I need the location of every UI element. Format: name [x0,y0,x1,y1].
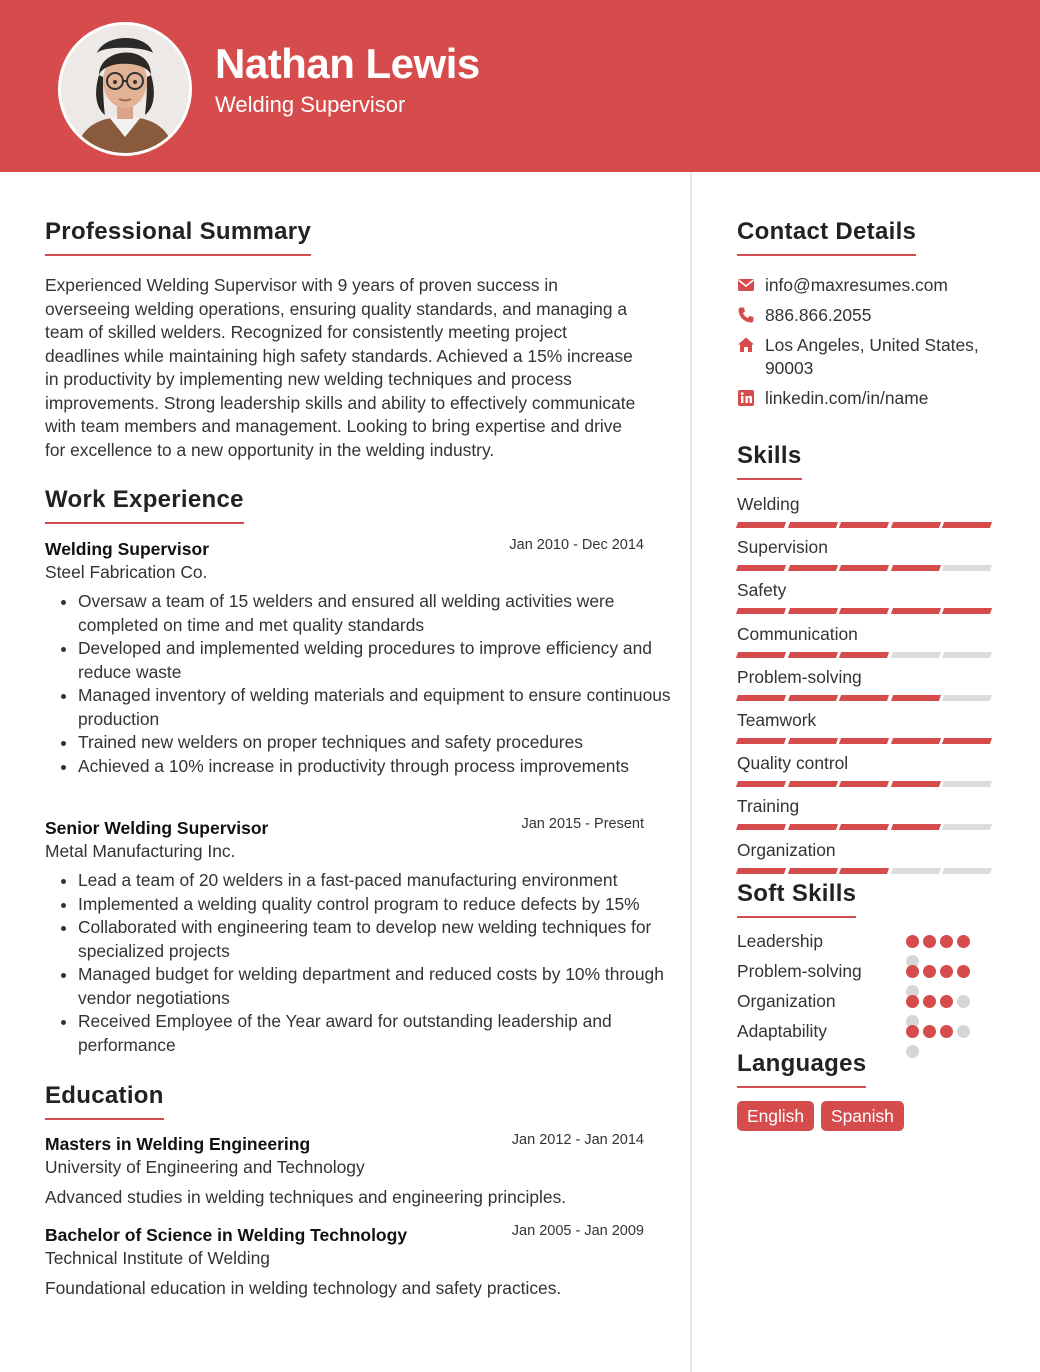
skill-segment-empty [891,652,941,658]
skill-segment-filled [839,824,889,830]
skill-label: Organization [737,839,836,860]
job-bullet: • Lead a team of 20 welders in a fast-paced manufacturing environment [78,869,688,893]
skill-segment-empty [942,565,992,571]
rating-dot-filled [940,1025,953,1038]
skill-segment-filled [736,824,786,830]
degree-title: Masters in Welding Engineering [45,1134,311,1154]
education-date: Jan 2012 - Jan 2014 [511,1132,644,1148]
linkedin-text[interactable]: linkedin.com/in/name [765,388,929,408]
degree-title: Bachelor of Science in Welding Technology [45,1225,408,1245]
skill-segment-empty [942,695,992,701]
section-heading-summary: Professional Summary [45,218,311,256]
soft-skill-label: Organization [737,991,836,1011]
education-description: Advanced studies in welding techniques and engineering principles. [45,1187,567,1207]
summary-text: Experienced Welding Supervisor with 9 years of proven success in overseeing welding operations, ensuring quality standards, and managing a team of skilled welders. Recognized for consistently meeting project deadlines while maintaining high safety standards. Achieved a 15% increase in productivity by implementing new welding techniques and process improvements. Strong leadership skills and ability to effectively communicate with team members and management. Looking to bring expertise and drive for excellence to a new opportunity in the welding industry. [45,275,636,460]
skill-segment-filled [788,652,838,658]
skill-label: Communication [737,623,858,644]
skill-label: Quality control [737,753,849,774]
skill-segment-filled [891,695,941,701]
skill-segment-filled [788,824,838,830]
skill-segment-filled [839,738,889,744]
skill-level-bar [737,608,993,614]
skill-segment-filled [839,608,889,614]
rating-dot-empty [957,1025,970,1038]
linkedin-icon [737,389,755,407]
address-text: Los Angeles, United States, 90003 [765,335,979,378]
skill-segment-empty [942,781,992,787]
language-badge: English [737,1101,814,1131]
job-date: Jan 2010 - Dec 2014 [509,537,644,553]
soft-skill-label: Adaptability [737,1021,827,1041]
rating-dot-filled [906,935,919,948]
skill-segment-empty [942,868,992,874]
phone-text: 886.866.2055 [765,305,872,325]
skill-level-bar [737,868,993,874]
rating-dot-filled [906,1025,919,1038]
section-heading-soft-skills: Soft Skills [737,880,856,918]
rating-dot-filled [957,965,970,978]
job-bullet: • Collaborated with engineering team to develop new welding techniques for specialized projects [78,916,688,963]
rating-dot-filled [940,965,953,978]
column-divider [690,172,692,1372]
skill-segment-filled [942,522,992,528]
rating-dot-filled [906,965,919,978]
skill-label: Welding [737,494,800,514]
skill-level-bar [737,522,993,528]
job-bullet: • Achieved a 10% increase in productivity through process improvements [78,755,688,779]
job-title: Welding Supervisor [45,539,210,559]
skill-segment-filled [736,522,786,528]
school-name: Technical Institute of Welding [45,1248,270,1268]
skill-segment-filled [891,565,941,571]
skill-level-bar [737,781,993,787]
job-bullet: • Managed budget for welding department and reduced costs by 10% through vendor negotiations [78,963,688,1010]
job-bullet: • Managed inventory of welding materials and equipment to ensure continuous production [78,684,688,731]
job-bullet: • Received Employee of the Year award for outstanding leadership and performance [78,1010,688,1057]
rating-dot-empty [906,1045,919,1058]
rating-dot-empty [957,995,970,1008]
skill-segment-empty [942,824,992,830]
skill-segment-filled [891,522,941,528]
rating-dot-filled [923,965,936,978]
skill-segment-filled [736,781,786,787]
envelope-icon [737,276,755,294]
home-icon [737,336,755,354]
skill-segment-filled [891,608,941,614]
skill-segment-filled [736,695,786,701]
soft-skill-label: Problem-solving [737,961,862,981]
skill-segment-filled [891,824,941,830]
job-date: Jan 2015 - Present [521,816,644,832]
skill-level-bar [737,824,993,830]
skill-segment-filled [788,695,838,701]
section-heading-skills: Skills [737,442,802,480]
skill-segment-filled [839,695,889,701]
skill-label: Problem-solving [737,666,862,687]
skill-label: Training [737,796,800,817]
skill-segment-filled [839,565,889,571]
email-text[interactable]: info@maxresumes.com [765,275,948,295]
skill-segment-filled [839,781,889,787]
rating-dot-filled [957,935,970,948]
rating-dot-filled [923,1025,936,1038]
skill-segment-filled [736,652,786,658]
job-company: Metal Manufacturing Inc. [45,841,236,861]
section-heading-experience: Work Experience [45,486,244,524]
skill-segment-empty [942,652,992,658]
skill-segment-filled [736,565,786,571]
avatar-portrait [61,25,189,153]
skill-segment-filled [942,738,992,744]
skill-segment-filled [788,565,838,571]
job-bullet: • Developed and implemented welding procedures to improve efficiency and reduce waste [78,637,688,684]
job-bullet: • Trained new welders on proper techniques and safety procedures [78,731,688,755]
job-bullets [45,869,688,1057]
section-heading-education: Education [45,1082,164,1120]
job-title: Senior Welding Supervisor [45,818,269,838]
skill-segment-filled [736,608,786,614]
skill-level-bar [737,695,993,701]
job-company: Steel Fabrication Co. [45,562,208,582]
phone-icon [737,306,755,324]
section-heading-languages: Languages [737,1050,866,1088]
skill-label: Safety [737,580,787,601]
skill-segment-filled [942,608,992,614]
skill-segment-filled [736,738,786,744]
avatar [58,22,192,156]
skill-segment-filled [736,868,786,874]
skill-level-bar [737,738,993,744]
skill-segment-filled [788,868,838,874]
rating-dot-filled [940,995,953,1008]
skill-segment-filled [788,738,838,744]
section-heading-contact: Contact Details [737,218,916,256]
language-badge: Spanish [821,1101,904,1131]
candidate-name: Nathan Lewis [215,40,480,87]
skill-segment-filled [839,522,889,528]
job-bullet: • Oversaw a team of 15 welders and ensured all welding activities were completed on time and met quality standards [78,590,688,637]
skill-segment-filled [788,608,838,614]
skill-label: Supervision [737,537,828,558]
rating-dot-filled [906,995,919,1008]
soft-skill-label: Leadership [737,931,824,951]
skill-label: Teamwork [737,710,817,730]
skill-segment-filled [788,781,838,787]
rating-dot-filled [940,935,953,948]
skill-segment-empty [891,868,941,874]
job-bullets [45,590,688,778]
skill-segment-filled [839,868,889,874]
education-description: Foundational education in welding technology and safety practices. [45,1278,562,1298]
skill-level-bar [737,652,993,658]
rating-dot-filled [923,995,936,1008]
header-banner [0,0,1040,172]
education-date: Jan 2005 - Jan 2009 [511,1223,644,1239]
school-name: University of Engineering and Technology [45,1157,365,1177]
skill-segment-filled [891,781,941,787]
skill-level-bar [737,565,993,571]
skill-segment-filled [891,738,941,744]
job-bullet: • Implemented a welding quality control program to reduce defects by 15% [78,893,688,917]
skill-segment-filled [839,652,889,658]
skill-segment-filled [788,522,838,528]
rating-dot-filled [923,935,936,948]
candidate-title: Welding Supervisor [215,92,406,117]
